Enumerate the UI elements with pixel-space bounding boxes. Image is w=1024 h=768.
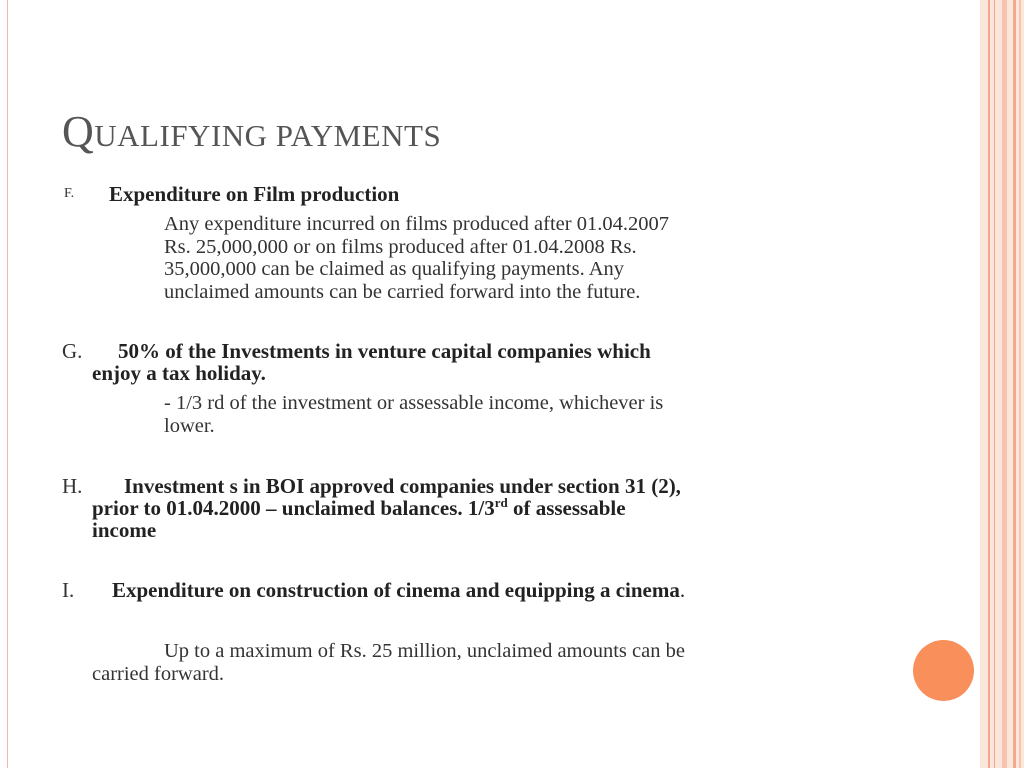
section-i-body: Up to a maximum of Rs. 25 million, unclaimed amounts can be carried forward.: [92, 640, 685, 685]
section-h-label: H.: [62, 474, 83, 498]
section-g-body: - 1/3 rd of the investment or assessable income, whichever is lower.: [164, 392, 664, 437]
left-border-line: [7, 0, 8, 768]
section-h-heading-line1: Investment s in BOI approved companies under section 31 (2),: [124, 474, 681, 498]
section-i-label: I.: [62, 578, 75, 602]
section-h-heading-line3: income: [92, 518, 157, 542]
section-g-heading-line2: enjoy a tax holiday.: [92, 361, 266, 385]
section-h-heading-line2: prior to 01.04.2000 – unclaimed balances. 1/3rd of assessable: [92, 495, 626, 520]
slide-title: QUALIFYING PAYMENTS: [62, 107, 442, 156]
section-i-heading: Expenditure on construction of cinema and equipping a cinema.: [112, 578, 686, 602]
section-g-label: G.: [62, 339, 83, 363]
right-decorative-band: [980, 0, 1024, 768]
orange-circle-decoration: [913, 640, 974, 701]
section-g-heading-line1: 50% of the Investments in venture capital companies which: [118, 339, 651, 363]
section-f-heading: Expenditure on Film production: [109, 182, 400, 206]
section-f-body: Any expenditure incurred on films produced after 01.04.2007 Rs. 25,000,000 or on films produced after 01.04.2008 Rs. 35,000,000 can be claimed as qualifying payments. Any unclaimed amounts can be carried forward into the future.: [164, 213, 669, 303]
section-f-label: F.: [64, 186, 75, 201]
